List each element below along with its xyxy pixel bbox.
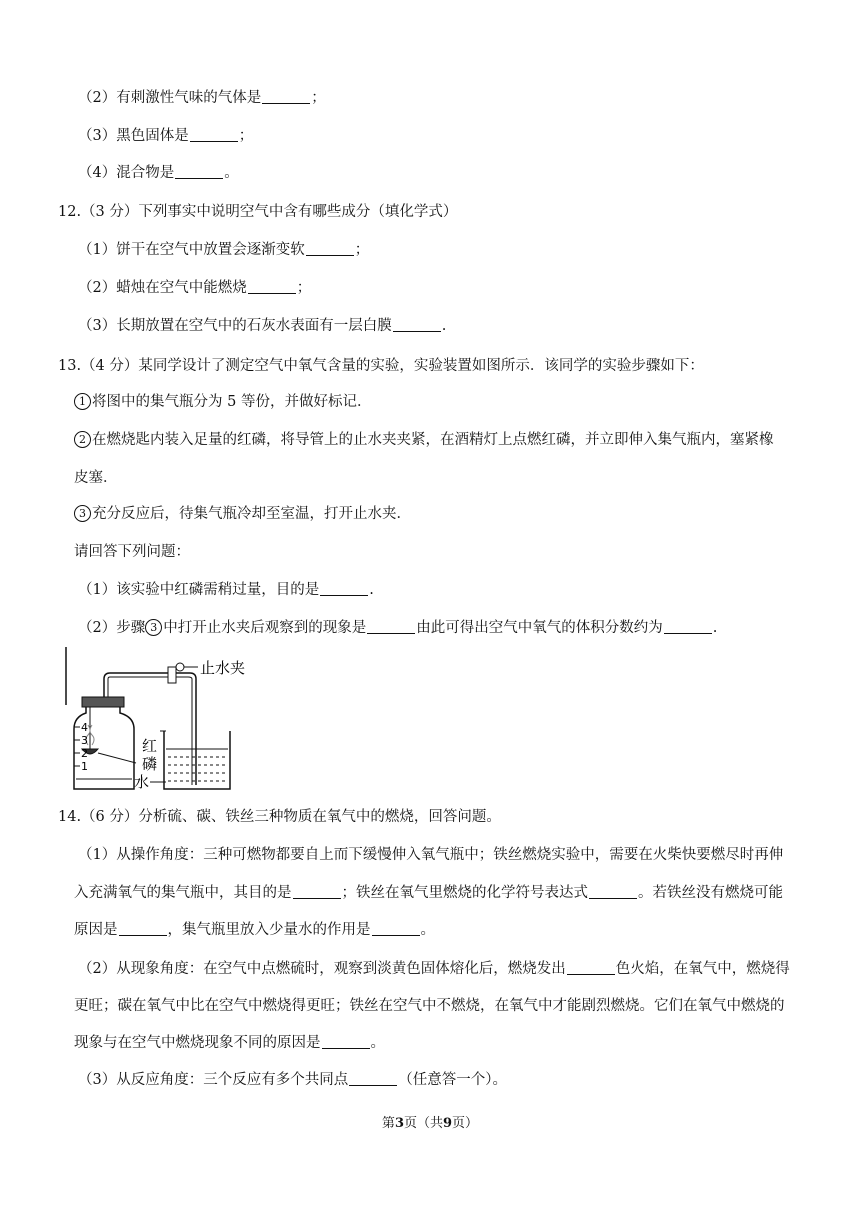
item-text: 色火焰，在氧气中，燃烧得: [615, 961, 790, 977]
answer-blank[interactable]: [349, 1071, 397, 1086]
item-punct: .: [712, 620, 718, 636]
item-text: （2）蜡烛在空气中能燃烧: [78, 280, 247, 296]
answer-blank[interactable]: [190, 127, 238, 142]
scale-label-3: 3: [81, 734, 88, 747]
step-2-continued: 皮塞．: [74, 470, 118, 486]
q13-item-1: [78, 580, 374, 600]
step-text: 将图中的集气瓶分为 5 等份，并做好标记．: [92, 394, 372, 410]
item-text: ；铁丝在氧气里燃烧的化学符号表达式: [341, 885, 588, 901]
q11-item-4: [78, 163, 239, 183]
answer-blank[interactable]: [393, 317, 441, 332]
answer-blank[interactable]: [119, 921, 167, 936]
item-punct: 。: [224, 165, 239, 181]
q14-item-2-line-2: 更旺；碳在氧气中比在空气中燃烧得更旺；铁丝在空气中不燃烧，在氧气中才能剧烈燃烧。它们在氧气中燃烧的: [74, 998, 785, 1014]
jar-scale: [74, 721, 88, 773]
scale-label-1: 1: [81, 760, 88, 773]
item-punct: ；: [354, 242, 370, 258]
item-text: （1）饼干在空气中放置会逐渐变软: [78, 242, 305, 258]
item-text: （3）黑色固体是: [78, 128, 189, 144]
clamp-screw: [176, 663, 184, 671]
answer-blank[interactable]: [664, 619, 712, 634]
step-text: 在燃烧匙内装入足量的红磷，将导管上的止水夹夹紧，在酒精灯上点燃红磷，并立即伸入集气瓶内，塞紧橡: [92, 432, 774, 448]
current-page-number: 3: [394, 1116, 404, 1131]
item-text: （2）有刺激性气味的气体是: [78, 90, 262, 106]
answer-blank[interactable]: [320, 581, 368, 596]
answer-blank[interactable]: [248, 279, 296, 294]
question-14-stem: 14.（6 分）分析硫、碳、铁丝三种物质在氧气中的燃烧，回答问题。: [58, 809, 501, 825]
item-text: 现象与在空气中燃烧现象不同的原因是: [74, 1035, 321, 1051]
water-clamp: [168, 667, 176, 683]
phosphorus-label-2: 磷: [142, 755, 158, 773]
q13-item-2: [78, 618, 717, 638]
beaker: [164, 731, 230, 789]
item-text: （2）从现象角度：在空气中点燃硫时，观察到淡黄色固体熔化后，燃烧发出: [78, 961, 566, 977]
q11-item-2: [78, 88, 326, 108]
item-punct: 。: [370, 1035, 385, 1051]
answer-blank[interactable]: [322, 1034, 370, 1049]
scale-label-4: 4: [81, 721, 88, 734]
step-number-circle: 2: [74, 431, 91, 448]
step-number-circle: 3: [74, 505, 91, 522]
step-1: [74, 392, 371, 412]
item-text: 中打开止水夹后观察到的现象是: [163, 620, 367, 636]
item-punct: ；: [311, 90, 326, 106]
step-number-circle: 1: [74, 393, 91, 410]
total-page-number: 9: [443, 1116, 453, 1131]
item-punct: ；: [238, 128, 254, 144]
beaker-water: [168, 757, 228, 781]
item-text: 入充满氧气的集气瓶中，其目的是: [74, 885, 292, 901]
q14-item-1-line-1: （1）从操作角度：三种可燃物都要自上而下缓慢伸入氧气瓶中；铁丝燃烧实验中，需要在火柴快要燃尽时再伸: [78, 847, 784, 863]
item-punct: .: [441, 318, 447, 334]
item-text: （2）步骤: [78, 620, 146, 636]
step-2: [74, 430, 774, 450]
answer-blank[interactable]: [262, 89, 310, 104]
answer-blank[interactable]: [589, 884, 637, 899]
answer-blank[interactable]: [175, 164, 223, 179]
q12-item-1: [78, 240, 369, 260]
answer-prompt: 请回答下列问题：: [74, 544, 190, 560]
item-text: （1）该实验中红磷需稍过量，目的是: [78, 582, 320, 598]
item-text: 原因是: [74, 922, 118, 938]
item-punct: 。: [420, 922, 435, 938]
step-number-circle: 3: [145, 619, 162, 636]
answer-blank[interactable]: [306, 241, 354, 256]
q12-item-2: [78, 278, 311, 298]
q14-item-3: [78, 1070, 507, 1090]
rubber-stopper: [82, 697, 124, 707]
step-3: [74, 504, 411, 524]
clamp-label: 止水夹: [200, 659, 246, 677]
q14-item-2-line-1: [78, 959, 790, 979]
item-text: （4）混合物是: [78, 165, 175, 181]
item-punct: .: [369, 582, 374, 598]
phosphorus-label-1: 红: [142, 737, 158, 755]
footer-text: 第: [381, 1116, 395, 1131]
item-text: （3）从反应角度：三个反应有多个共同点: [78, 1072, 349, 1088]
question-12-stem: 12.（3 分）下列事实中说明空气中含有哪些成分（填化学式）: [58, 204, 458, 220]
q11-item-3: [78, 126, 253, 146]
item-text: （任意答一个）。: [398, 1072, 507, 1088]
q14-item-1-line-2: [74, 883, 783, 903]
answer-blank[interactable]: [567, 960, 615, 975]
answer-blank[interactable]: [293, 884, 341, 899]
item-text: 。若铁丝没有燃烧可能: [638, 885, 783, 901]
water-label: 水: [134, 773, 150, 791]
question-13-stem: 13.（4 分）某同学设计了测定空气中氧气含量的实验，实验装置如图所示．该同学的实验步骤如下：: [58, 358, 704, 374]
q14-item-2-line-3: [74, 1033, 385, 1053]
footer-text: 页（共: [403, 1116, 443, 1131]
q12-item-3: [78, 316, 446, 336]
phosphorus-pointer: [98, 753, 136, 763]
item-text: 由此可得出空气中氧气的体积分数约为: [416, 620, 663, 636]
scale-label-2: 2: [81, 747, 88, 760]
q14-item-1-line-3: [74, 920, 435, 940]
answer-blank[interactable]: [367, 619, 415, 634]
item-text: ，集气瓶里放入少量水的作用是: [167, 922, 371, 938]
experiment-apparatus-figure: [62, 645, 252, 795]
step-text: 充分反应后，待集气瓶冷却至室温，打开止水夹．: [92, 506, 411, 522]
item-punct: ；: [296, 280, 312, 296]
page-footer: [0, 1112, 860, 1131]
answer-blank[interactable]: [372, 921, 420, 936]
footer-text: 页）: [452, 1116, 479, 1131]
item-text: （3）长期放置在空气中的石灰水表面有一层白膜: [78, 318, 392, 334]
